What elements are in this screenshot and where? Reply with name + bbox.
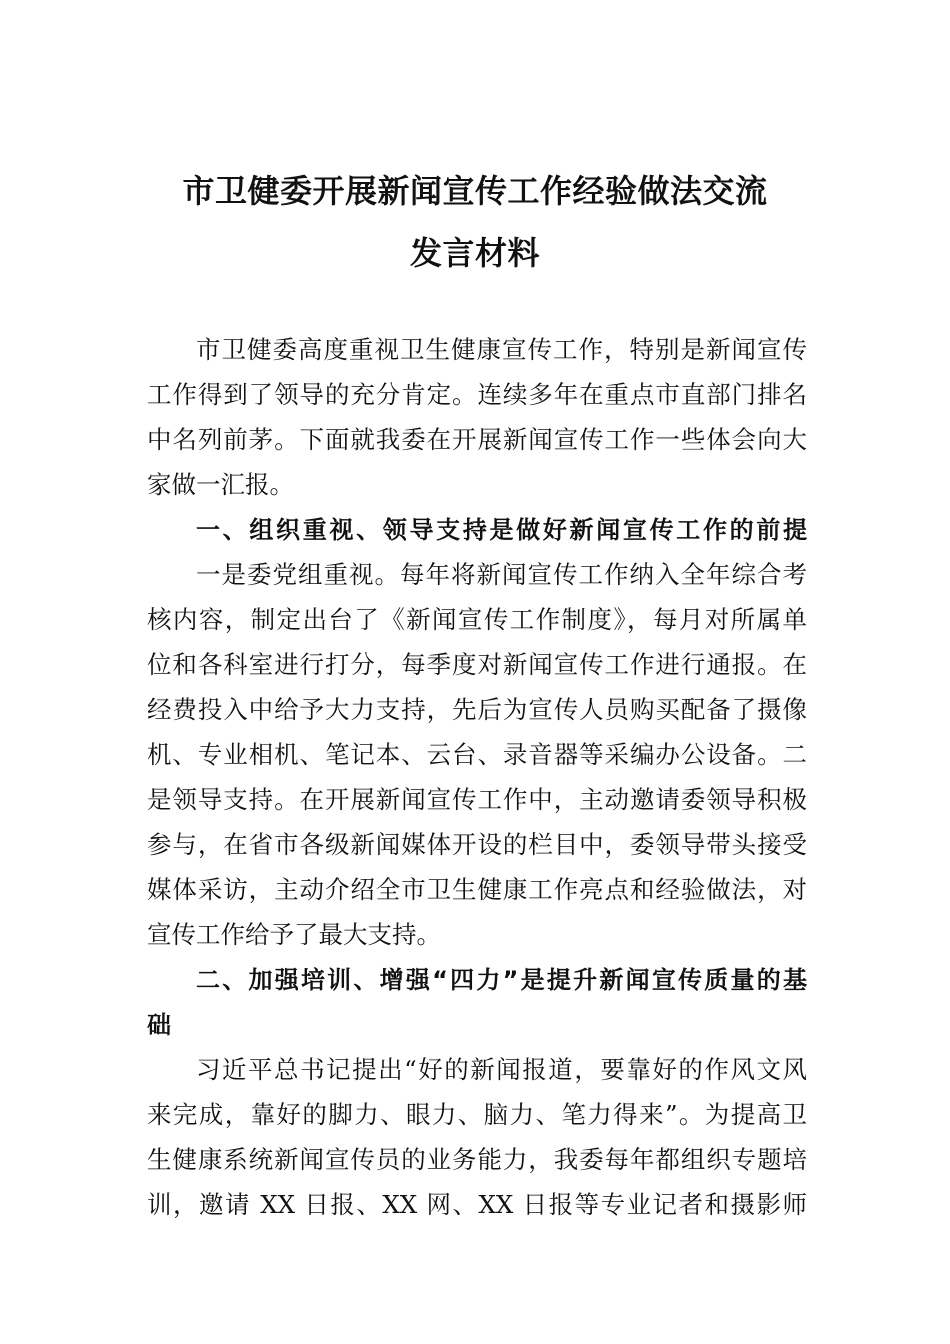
section-heading-2-continued: 础 xyxy=(147,1011,171,1039)
paragraph-line: 中名列前茅。下面就我委在开展新闻宣传工作一些体会向大 xyxy=(147,425,807,454)
paragraph-line: 位和各科室进行打分，每季度对新闻宣传工作进行通报。在 xyxy=(147,650,807,679)
paragraph-line: 宣传工作给予了最大支持。 xyxy=(147,920,441,949)
document-title-line-2: 发言材料 xyxy=(409,234,540,272)
paragraph-line: 经费投入中给予大力支持，先后为宣传人员购买配备了摄像 xyxy=(147,695,807,724)
paragraph-line: 机、专业相机、笔记本、云台、录音器等采编办公设备。二 xyxy=(147,740,807,769)
paragraph-line: 来完成，靠好的脚力、眼力、脑力、笔力得来”。为提高卫 xyxy=(147,1100,807,1129)
paragraph-line: 媒体采访，主动介绍全市卫生健康工作亮点和经验做法，对 xyxy=(147,875,807,904)
section-heading-2: 二、加强培训、增强“四力”是提升新闻宣传质量的基 xyxy=(196,966,807,994)
paragraph-line: 生健康系统新闻宣传员的业务能力，我委每年都组织专题培 xyxy=(147,1145,807,1174)
paragraph-line: 参与，在省市各级新闻媒体开设的栏目中，委领导带头接受 xyxy=(147,830,807,859)
paragraph-line: 工作得到了领导的充分肯定。连续多年在重点市直部门排名 xyxy=(147,380,807,409)
paragraph-line: 核内容，制定出台了《新闻宣传工作制度》，每月对所属单 xyxy=(147,605,807,634)
paragraph-line: 家做一汇报。 xyxy=(147,470,294,499)
paragraph-line: 习近平总书记提出“好的新闻报道，要靠好的作风文风 xyxy=(196,1055,807,1084)
document-title-line-1: 市卫健委开展新闻宣传工作经验做法交流 xyxy=(182,172,768,210)
paragraph-line: 一是委党组重视。每年将新闻宣传工作纳入全年综合考 xyxy=(196,560,807,589)
paragraph-line: 市卫健委高度重视卫生健康宣传工作，特别是新闻宣传 xyxy=(196,335,807,364)
paragraph-line: 训，邀请 XX 日报、XX 网、XX 日报等专业记者和摄影师 xyxy=(147,1190,807,1219)
paragraph-line: 是领导支持。在开展新闻宣传工作中，主动邀请委领导积极 xyxy=(147,785,807,814)
section-heading-1: 一、组织重视、领导支持是做好新闻宣传工作的前提 xyxy=(196,516,807,544)
